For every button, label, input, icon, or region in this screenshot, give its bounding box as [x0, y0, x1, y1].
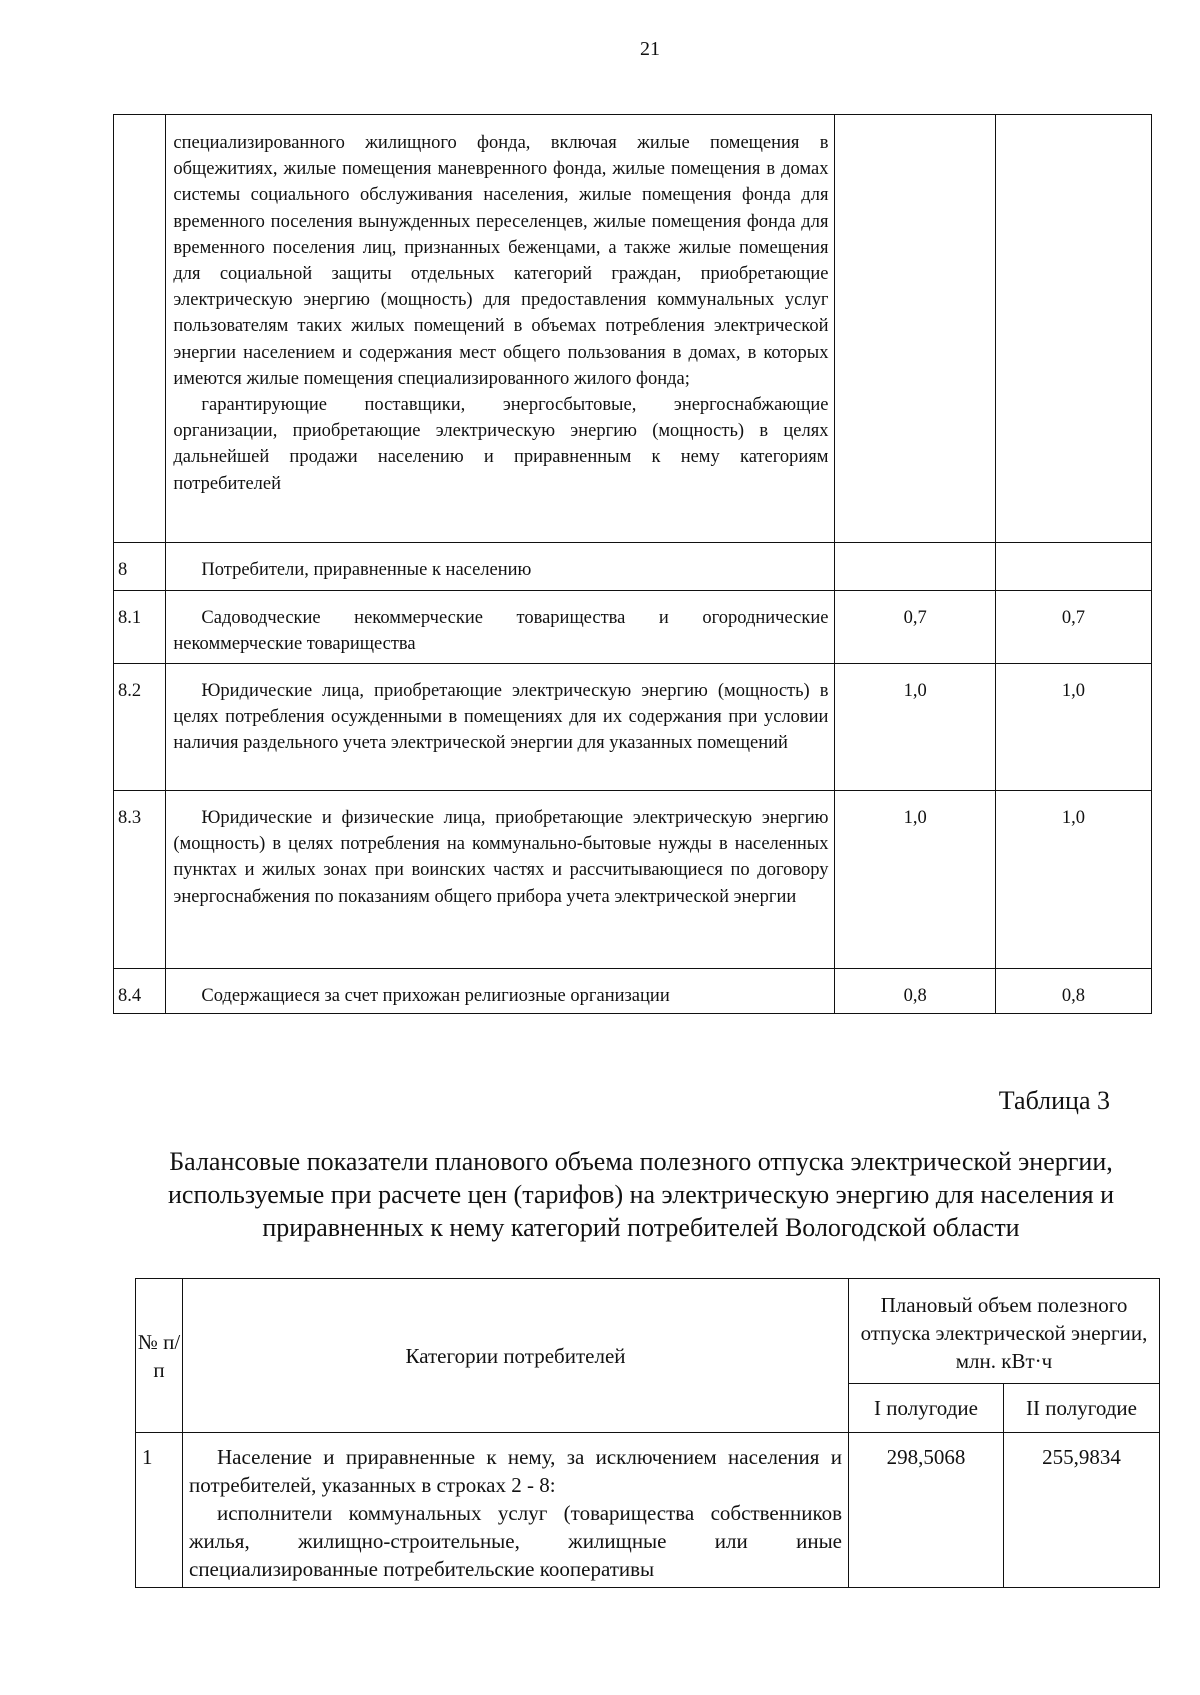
row-category-text: [166, 543, 835, 591]
category-text: Потребители, приравненные к населению: [201, 560, 532, 580]
category-text-part: Население и приравненные к нему, за исключением населения и потребителей, указанных в строках 2 - 8:: [189, 1445, 842, 1497]
category-text-part: специализированного жилищного фонда, включая жилые помещения в общежитиях, жилые помещения маневренного фонда, жилые помещения в домах системы социального обслуживания населения, жилые помещения фонда для временного поселения вынужденных переселенцев, жилые помещения фонда для временного поселения лиц, признанных беженцами, а также жилые помещения для социальной защиты отдельных категорий граждан, приобретающие электрическую энергию (мощность) для предоставления коммунальных услуг пользователям таких жилых помещений в объемах потребления электрической энергии населением и содержания мест общего пользования в домах, в которых имеются жилые помещения специализированного жилого фонда;: [173, 133, 829, 389]
table-row: [136, 1433, 1160, 1588]
row-number: 8.4: [114, 969, 166, 1014]
category-text: Юридические и физические лица, приобретающие электрическую энергию (мощность) в целях потребления на коммунально-бытовые нужды в населенных пунктах и жилых зонах при воинских частях и рассчитывающиеся по договору энергоснабжения по показаниям общего прибора учета электрической энергии: [173, 808, 829, 907]
category-text: Содержащиеся за счет прихожан религиозные организации: [201, 986, 670, 1006]
row-category-text: [166, 115, 835, 543]
row-value-h2: [995, 543, 1151, 591]
row-category-text: [166, 791, 835, 969]
row-category-text: [166, 969, 835, 1014]
row-category-text: [183, 1433, 849, 1588]
header-row: [136, 1279, 1160, 1384]
header-half1: I полугодие: [849, 1384, 1004, 1433]
category-text: Садоводческие некоммерческие товарищества и огороднические некоммерческие товарищества: [173, 608, 829, 655]
row-value-h1: 1,0: [835, 664, 995, 791]
table-row: [114, 591, 1152, 664]
page-number: 21: [640, 38, 660, 60]
category-text: Юридические лица, приобретающие электрическую энергию (мощность) в целях потребления осужденными в помещениях для их содержания при условии наличия раздельного учета электрической энергии для указанных помещений: [173, 681, 829, 754]
category-text-part: гарантирующие поставщики, энергосбытовые, энергоснабжающие организации, приобретающие электрическую энергию (мощность) в целях дальнейшей продажи населению и приравненным к нему категориям потребителей: [173, 395, 829, 494]
row-value-h1: 0,7: [835, 591, 995, 664]
table-row: [114, 791, 1152, 969]
row-value-h2: 1,0: [995, 664, 1151, 791]
header-category: Категории потребителей: [183, 1279, 849, 1433]
table-title: Балансовые показатели планового объема полезного отпуска электрической энергии, используемые при расчете цен (тарифов) на электрическую энергию для населения и приравненных к нему категорий потребителей Вологодской области: [168, 1147, 1114, 1242]
row-number: 8: [114, 543, 166, 591]
header-plan-volume: Плановый объем полезного отпуска электрической энергии, млн. кВт·ч: [849, 1279, 1160, 1384]
row-number: [114, 115, 166, 543]
row-value-h2: 1,0: [995, 791, 1151, 969]
header-number: № п/п: [136, 1279, 183, 1433]
row-number: 8.2: [114, 664, 166, 791]
tariff-coefficients-table: [113, 114, 1152, 1014]
row-category-text: [166, 591, 835, 664]
row-number: 8.3: [114, 791, 166, 969]
table-row: [114, 543, 1152, 591]
category-text-part: исполнители коммунальных услуг (товарищества собственников жилья, жилищно-строительные, жилищные или иные специализированные потребительские кооперативы: [189, 1501, 842, 1581]
row-value-h1: 1,0: [835, 791, 995, 969]
table-row: [114, 664, 1152, 791]
row-number: 1: [136, 1433, 183, 1588]
row-value-h2: [995, 115, 1151, 543]
table-row: [114, 969, 1152, 1014]
row-value-h1: 298,5068: [849, 1433, 1004, 1588]
row-value-h1: 0,8: [835, 969, 995, 1014]
table-row: [114, 115, 1152, 543]
table-caption: Таблица 3: [998, 1086, 1110, 1115]
row-value-h1: [835, 543, 995, 591]
balance-indicators-table: [135, 1278, 1160, 1588]
row-category-text: [166, 664, 835, 791]
row-number: 8.1: [114, 591, 166, 664]
row-value-h2: 0,8: [995, 969, 1151, 1014]
header-half2: II полугодие: [1004, 1384, 1160, 1433]
row-value-h1: [835, 115, 995, 543]
row-value-h2: 0,7: [995, 591, 1151, 664]
row-value-h2: 255,9834: [1004, 1433, 1160, 1588]
